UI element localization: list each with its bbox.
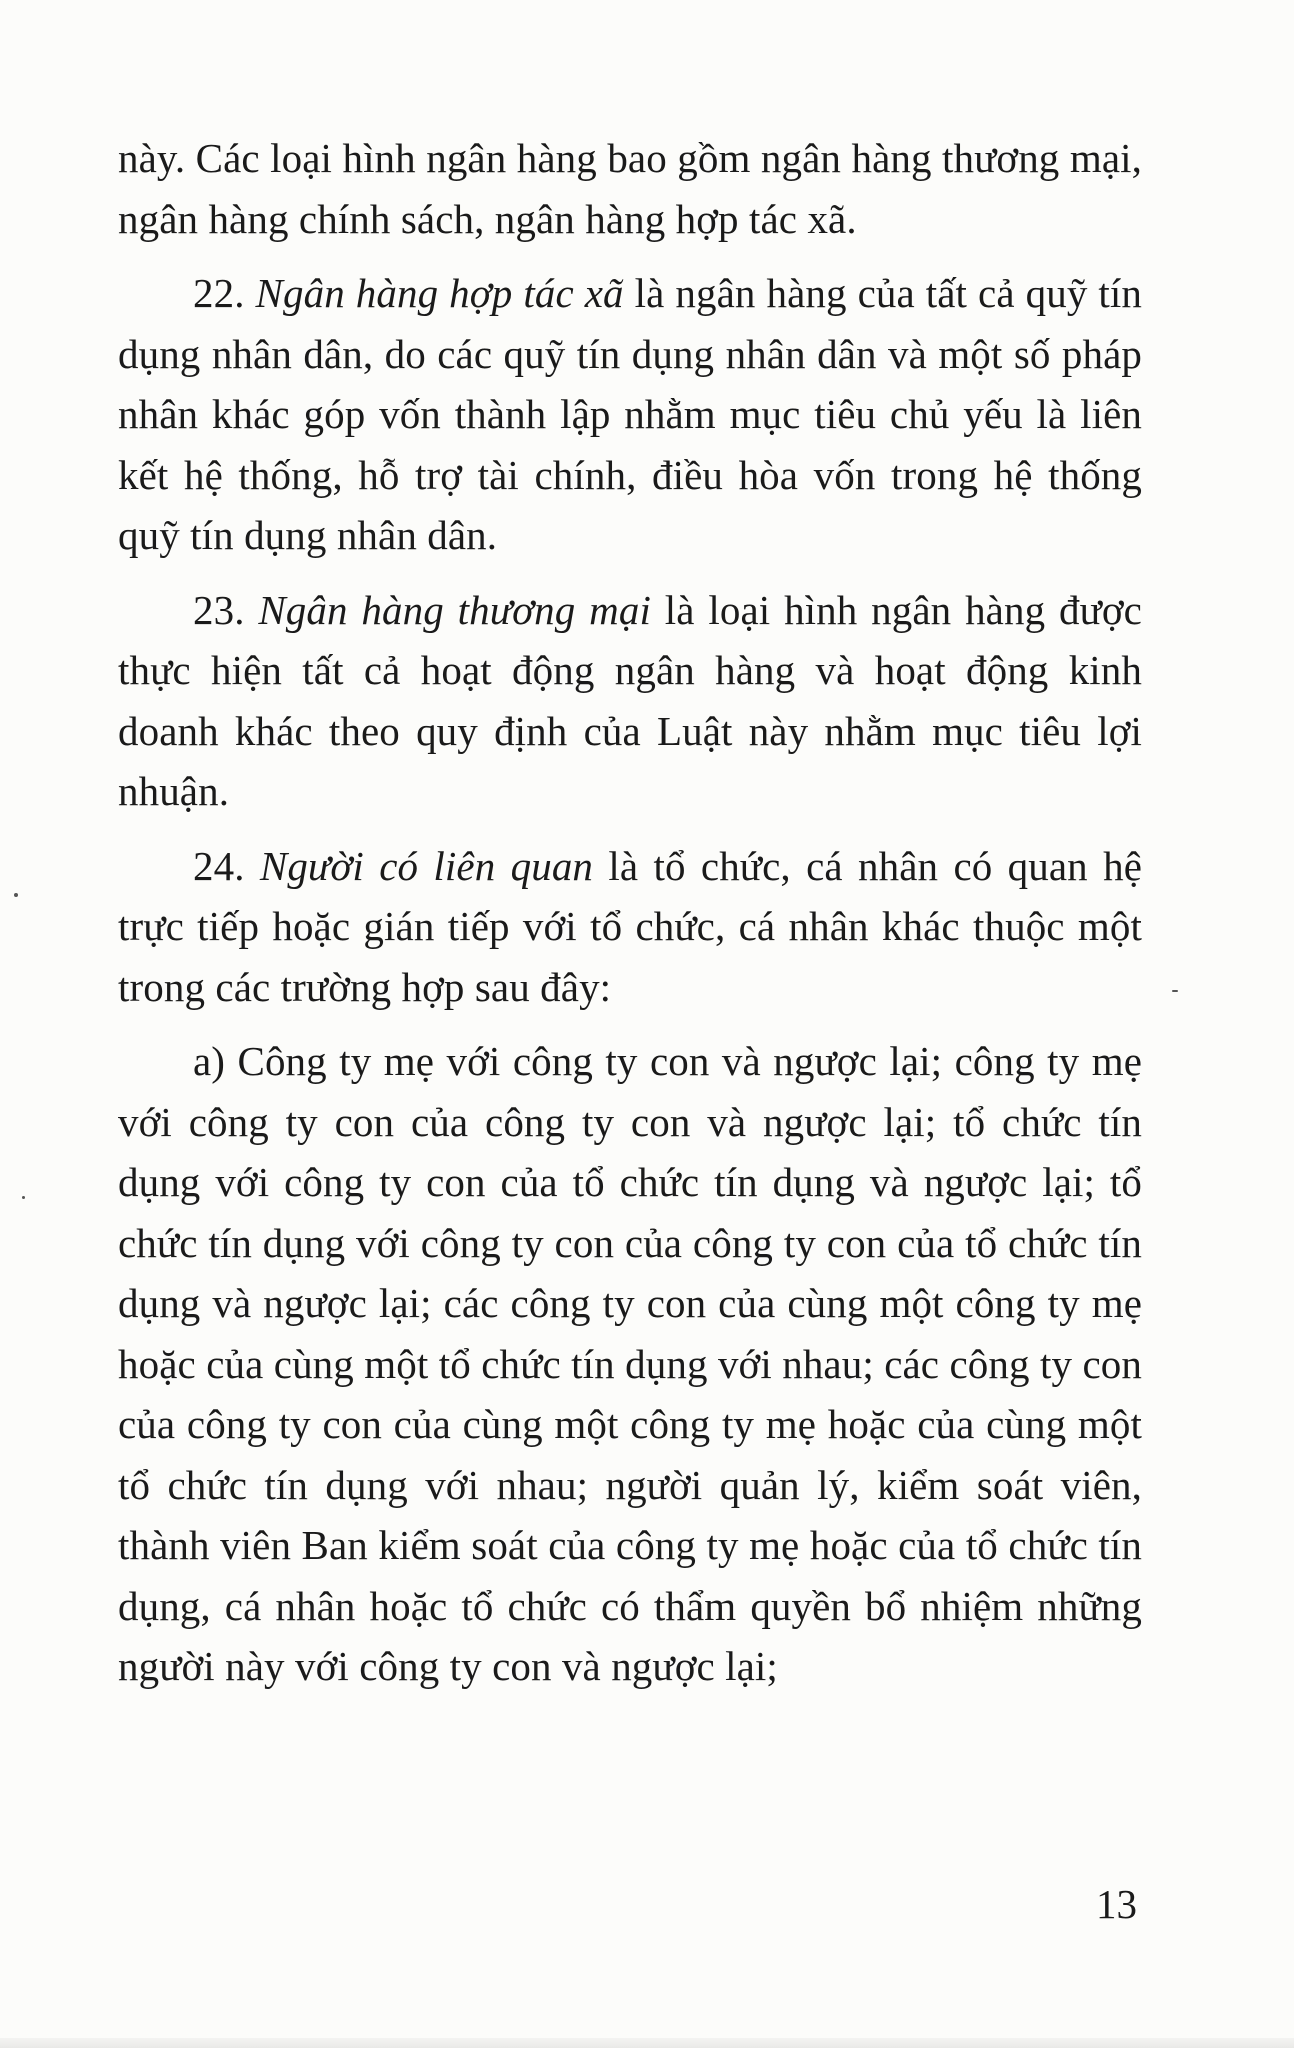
scan-speck bbox=[22, 1196, 25, 1199]
page-text bbox=[118, 128, 1142, 1697]
item-number: 22. bbox=[193, 270, 256, 316]
scan-speck bbox=[1172, 990, 1178, 992]
paragraph-22 bbox=[118, 263, 1142, 566]
item-number: 23. bbox=[193, 586, 259, 633]
definition-text: là loại hình ngân hàng được thực hiện tất cả hoạt động ngân hàng và hoạt động kinh doanh khác theo quy định của Luật này nhằm mục tiêu lợi nhuận. bbox=[118, 586, 1142, 814]
scan-edge bbox=[0, 2038, 1294, 2048]
definition-text: là ngân hàng của tất cả quỹ tín dụng nhân dân, do các quỹ tín dụng nhân dân và một số pháp nhân khác góp vốn thành lập nhằm mục tiêu chủ yếu là liên kết hệ thống, hỗ trợ tài chính, điều hòa vốn trong hệ thống quỹ tín dụng nhân dân. bbox=[118, 270, 1142, 558]
page-number: 13 bbox=[1096, 1881, 1137, 1927]
definition-text: là tổ chức, cá nhân có quan hệ trực tiếp hoặc gián tiếp với tổ chức, cá nhân khác thuộc một trong các trường hợp sau đây: bbox=[118, 842, 1143, 1010]
defined-term: Ngân hàng thương mại bbox=[258, 586, 651, 633]
scan-speck bbox=[14, 893, 18, 897]
paragraph-24 bbox=[118, 836, 1142, 1018]
paragraph-23 bbox=[118, 580, 1142, 822]
paragraph-24a: a) Công ty mẹ với công ty con và ngược lại; công ty mẹ với công ty con của công ty con và ngược lại; tổ chức tín dụng với công ty con của tổ chức tín dụng và ngược lại; tổ chức tín dụng với công ty con của công ty con của tổ chức tín dụng và ngược lại; các công ty con của cùng một công ty mẹ hoặc của cùng một tổ chức tín dụng với nhau; các công ty con của công ty con của cùng một công ty mẹ hoặc của cùng một tổ chức tín dụng với nhau; người quản lý, kiểm soát viên, thành viên Ban kiểm soát của công ty mẹ hoặc của tổ chức tín dụng, cá nhân hoặc tổ chức có thẩm quyền bổ nhiệm những người này với công ty con và ngược lại; bbox=[118, 1038, 1142, 1689]
paragraph-21-continuation: này. Các loại hình ngân hàng bao gồm ngân hàng thương mại, ngân hàng chính sách, ngân hàng hợp tác xã. bbox=[118, 135, 1142, 242]
item-number: 24. bbox=[193, 842, 260, 889]
defined-term: Người có liên quan bbox=[259, 842, 594, 889]
defined-term: Ngân hàng hợp tác xã bbox=[255, 270, 624, 316]
